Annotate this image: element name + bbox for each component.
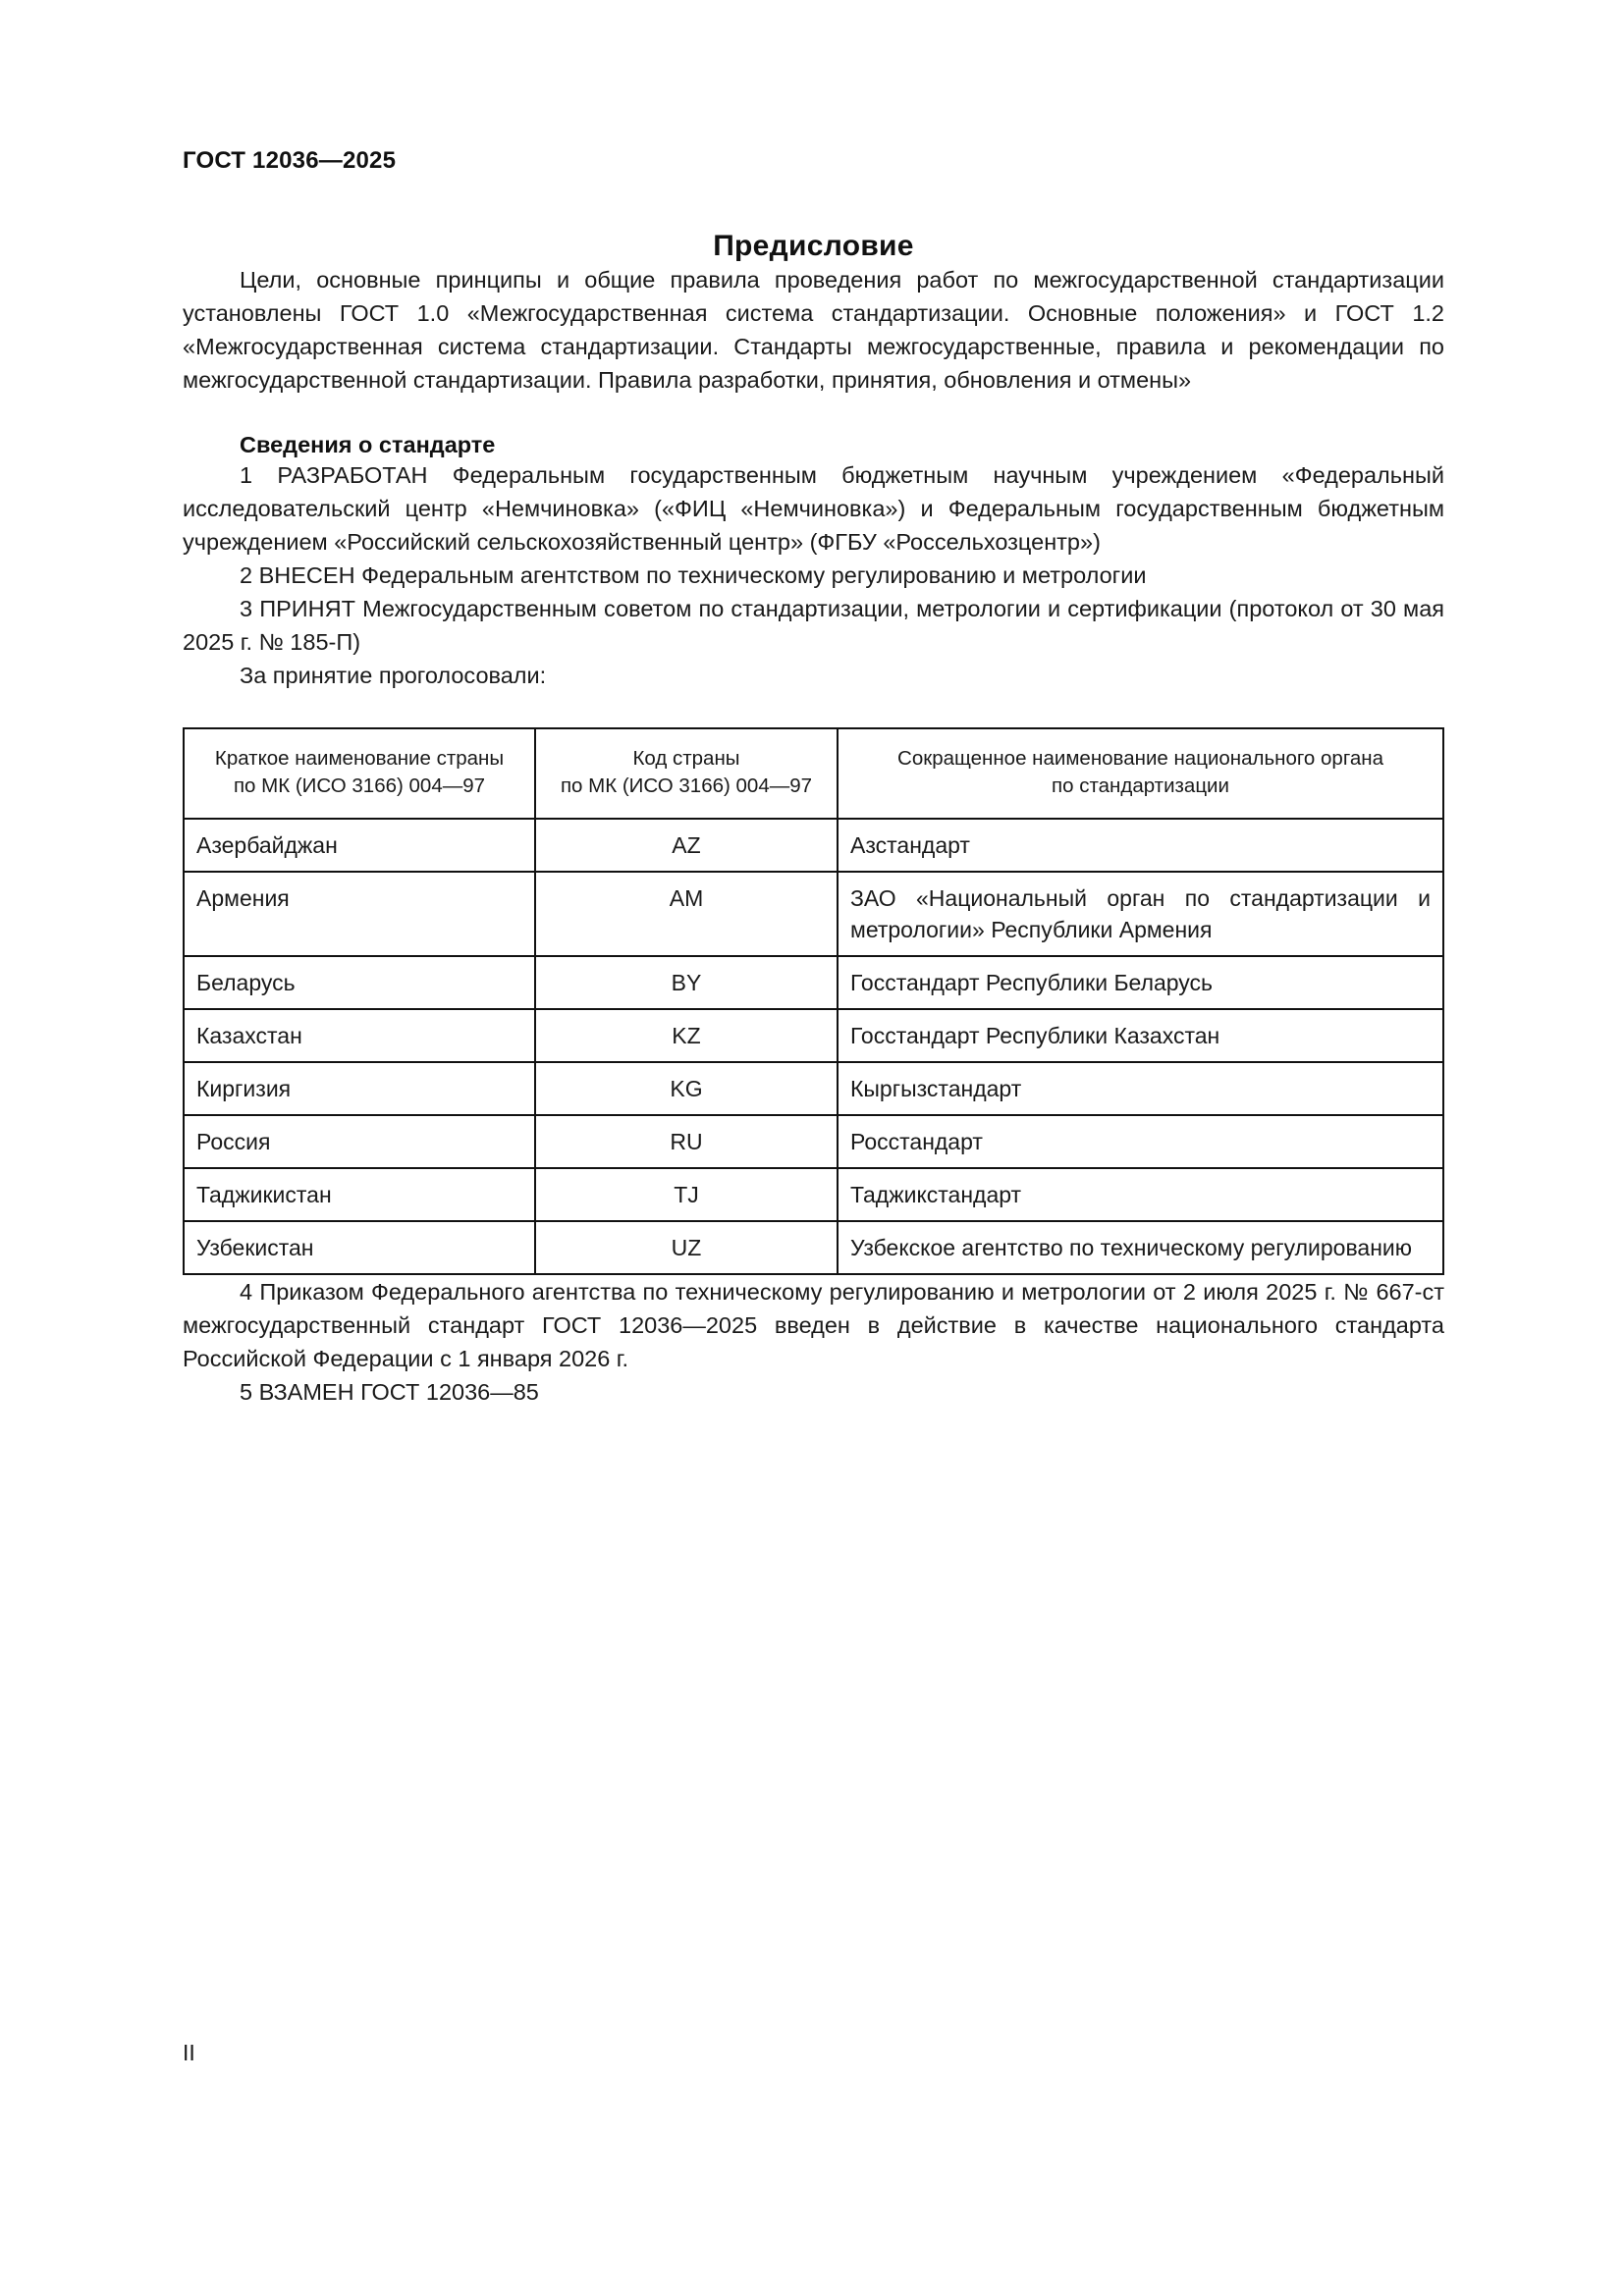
- header-body-line2: по стандартизации: [1052, 774, 1229, 797]
- page-title: Предисловие: [713, 230, 914, 262]
- cell-country: Армения: [184, 872, 535, 956]
- standard-info-item-2: 2 ВНЕСЕН Федеральным агентством по техническому регулированию и метрологии: [240, 562, 1147, 588]
- cell-body: Узбекское агентство по техническому регулированию: [838, 1221, 1443, 1274]
- header-code-line1: Код страны: [632, 747, 740, 770]
- cell-body: ЗАО «Национальный орган по стандартизации и метрологии» Республики Армения: [838, 872, 1443, 956]
- cell-country: Казахстан: [184, 1009, 535, 1062]
- header-country-line1: Краткое наименование страны: [214, 747, 505, 770]
- page-content: [183, 147, 1444, 1409]
- table-row: [184, 1221, 1443, 1274]
- running-head: ГОСТ 12036—2025: [183, 147, 397, 174]
- header-code-line2: по МК (ИСО 3166) 004—97: [560, 774, 813, 797]
- votes-table-head: [184, 728, 1443, 819]
- votes-table-body: [184, 819, 1443, 1274]
- table-row: [184, 1168, 1443, 1221]
- cell-code: RU: [535, 1115, 838, 1168]
- cell-code: BY: [535, 956, 838, 1009]
- cell-code: AZ: [535, 819, 838, 872]
- standard-info-item-3: 3 ПРИНЯТ Межгосударственным советом по стандартизации, метрологии и сертификации (протокол от 30 мая 2025 г. № 185-П): [183, 596, 1444, 655]
- cell-country: Таджикистан: [184, 1168, 535, 1221]
- standard-info-item-1: 1 РАЗРАБОТАН Федеральным государственным бюджетным научным учреждением «Федеральный исследовательский центр «Немчиновка» («ФИЦ «Немчиновка») и Федеральным государственным бюджетным учреждением «Российский сельскохозяйственный центр» (ФГБУ «Россельхозцентр»): [183, 462, 1444, 555]
- votes-table-header-code: [535, 728, 838, 819]
- table-row: [184, 1062, 1443, 1115]
- standard-info-item-5: 5 ВЗАМЕН ГОСТ 12036—85: [240, 1379, 539, 1405]
- cell-code: KG: [535, 1062, 838, 1115]
- votes-table-header-country: [184, 728, 535, 819]
- cell-code: AM: [535, 872, 838, 956]
- header-country-line2: по МК (ИСО 3166) 004—97: [233, 774, 486, 797]
- page-number: II: [183, 2040, 195, 2065]
- cell-country: Россия: [184, 1115, 535, 1168]
- header-body-line1: Сокращенное наименование национального органа: [897, 747, 1383, 770]
- cell-code: UZ: [535, 1221, 838, 1274]
- table-row: [184, 1115, 1443, 1168]
- cell-body: Росстандарт: [838, 1115, 1443, 1168]
- votes-table: [183, 727, 1444, 1275]
- table-row: [184, 1009, 1443, 1062]
- votes-table-header-row: [184, 728, 1443, 819]
- cell-country: Беларусь: [184, 956, 535, 1009]
- cell-body: Кыргызстандарт: [838, 1062, 1443, 1115]
- cell-code: KZ: [535, 1009, 838, 1062]
- cell-country: Киргизия: [184, 1062, 535, 1115]
- table-row: [184, 872, 1443, 956]
- cell-body: Таджикстандарт: [838, 1168, 1443, 1221]
- cell-code: TJ: [535, 1168, 838, 1221]
- vote-intro-text: За принятие проголосовали:: [240, 663, 547, 688]
- cell-country: Узбекистан: [184, 1221, 535, 1274]
- cell-body: Азстандарт: [838, 819, 1443, 872]
- cell-body: Госстандарт Республики Беларусь: [838, 956, 1443, 1009]
- cell-body: Госстандарт Республики Казахстан: [838, 1009, 1443, 1062]
- cell-country: Азербайджан: [184, 819, 535, 872]
- intro-paragraph: Цели, основные принципы и общие правила проведения работ по межгосударственной стандартизации установлены ГОСТ 1.0 «Межгосударственная система стандартизации. Основные положения» и ГОСТ 1.2 «Межгосударственная система стандартизации. Стандарты межгосударственные, правила и рекомендации по межгосударственной стандартизации. Правила разработки, принятия, обновления и отмены»: [183, 267, 1444, 393]
- table-row: [184, 956, 1443, 1009]
- votes-table-header-body: [838, 728, 1443, 819]
- standard-info-heading: Сведения о стандарте: [240, 432, 496, 457]
- standard-info-item-4: 4 Приказом Федерального агентства по техническому регулированию и метрологии от 2 июля 2025 г. № 667-ст межгосударственный стандарт ГОСТ 12036—2025 введен в действие в качестве национального стандарта Российской Федерации с 1 января 2026 г.: [183, 1279, 1444, 1371]
- table-row: [184, 819, 1443, 872]
